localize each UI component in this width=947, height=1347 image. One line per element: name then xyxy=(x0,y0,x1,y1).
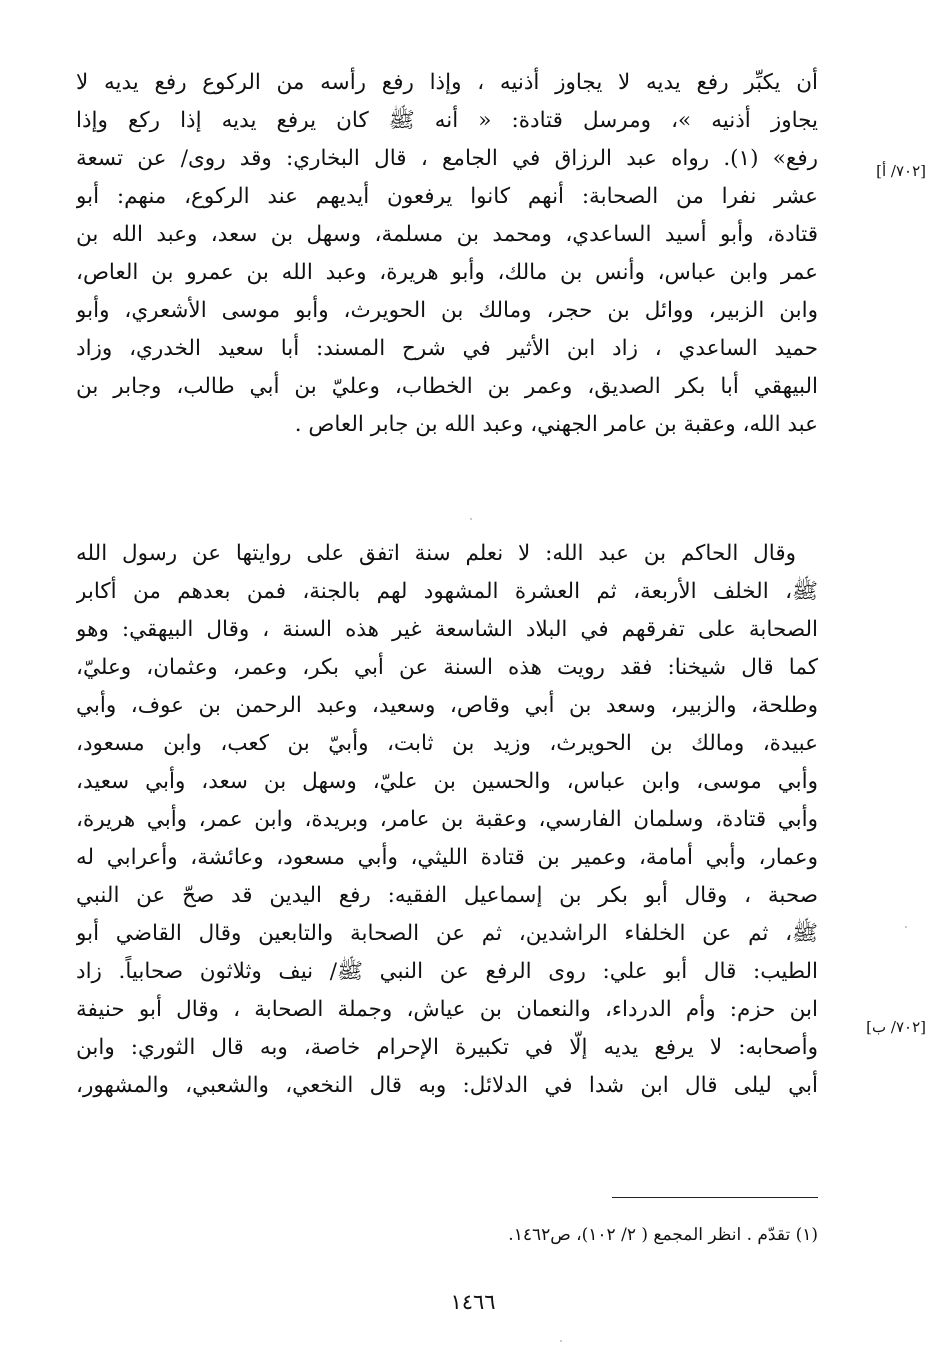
text-line: حميد الساعدي ، زاد ابن الأثير في شرح المسند: أبا سعيد الخدري، وزاد xyxy=(76,336,818,361)
text-line: أن يكبِّر رفع يديه لا يجاوز أذنيه ، وإذا رفع رأسه من الركوع رفع يديه لا xyxy=(76,70,818,95)
margin-folio-ref: [٧٠٢/ أ] xyxy=(876,162,926,180)
text-line: قتادة، وأبو أسيد الساعدي، ومحمد بن مسلمة، وسهل بن سعد، وعبد الله بن xyxy=(76,222,818,247)
text-line: عمر وابن عباس، وأنس بن مالك، وأبو هريرة، وعبد الله بن عمرو بن العاص، xyxy=(76,260,818,285)
text-line: أبي ليلى قال ابن شدا في الدلائل: وبه قال النخعي، والشعبي، والمشهور، xyxy=(76,1073,818,1098)
margin-folio-ref: [٧٠٢/ ب] xyxy=(866,1018,926,1036)
text-line: يجاوز أذنيه »، ومرسل قتادة: « أنه ﷺ كان يرفع يديه إذا ركع وإذا xyxy=(76,108,818,133)
text-line: وأبي موسى، وابن عباس، والحسين بن عليّ، وسهل بن سعد، وأبي سعيد، xyxy=(76,769,818,794)
text-line: البيهقي أبا بكر الصديق، وعمر بن الخطاب، وعليّ بن أبي طالب، وجابر بن xyxy=(76,374,818,399)
text-line: ﷺ، ثم عن الخلفاء الراشدين، ثم عن الصحابة والتابعين وقال القاضي أبو xyxy=(76,921,818,946)
text-line: وطلحة، والزبير، وسعد بن أبي وقاص، وسعيد، وعبد الرحمن بن عوف، وأبي xyxy=(76,693,818,718)
footnote: (١) تقدّم . انظر المجمع ( ٢/ ١٠٢)، ص١٤٦٢. xyxy=(508,1225,818,1245)
text-line: وعمار، وأبي أمامة، وعمير بن قتادة الليثي، وأبي مسعود، وعائشة، وأعرابي له xyxy=(76,845,818,870)
text-line: وأبي قتادة، وسلمان الفارسي، وعقبة بن عامر، وبريدة، وابن عمر، وأبي هريرة، xyxy=(76,807,818,832)
text-line: عشر نفرا من الصحابة: أنهم كانوا يرفعون أيديهم عند الركوع، منهم: أبو xyxy=(76,184,818,209)
paragraph-1 xyxy=(76,64,818,444)
text-line: وقال الحاكم بن عبد الله: لا نعلم سنة اتفق على روايتها عن رسول الله xyxy=(76,541,796,566)
text-line: عبيدة، ومالك بن الحويرث، وزيد بن ثابت، وأبيّ بن كعب، وابن مسعود، xyxy=(76,731,818,756)
text-line: الطيب: قال أبو علي: روى الرفع عن النبي ﷺ/ نيف وثلاثون صحابياً. زاد xyxy=(76,959,818,984)
page-number: ١٤٦٦ xyxy=(450,1290,496,1314)
footnote-divider xyxy=(612,1197,818,1198)
text-line: ابن حزم: وأم الدرداء، والنعمان بن عياش، وجملة الصحابة ، وقال أبو حنيفة xyxy=(76,997,818,1022)
text-line: وأصحابه: لا يرفع يديه إلّا في تكبيرة الإحرام خاصة، وبه قال الثوري: وابن xyxy=(76,1035,818,1060)
scan-speck xyxy=(560,1340,562,1342)
text-line: عبد الله، وعقبة بن عامر الجهني، وعبد الله بن جابر العاص . xyxy=(294,412,818,437)
text-line: الصحابة على تفرقهم في البلاد الشاسعة غير هذه السنة ، وقال البيهقي: وهو xyxy=(76,617,818,642)
text-line: صحبة ، وقال أبو بكر بن إسماعيل الفقيه: رفع اليدين قد صحّ عن النبي xyxy=(76,883,818,908)
text-line: كما قال شيخنا: فقد رويت هذه السنة عن أبي بكر، وعمر، وعثمان، وعليّ، xyxy=(76,655,818,680)
scan-speck xyxy=(905,926,907,928)
text-line: وابن الزبير، ووائل بن حجر، ومالك بن الحويرث، وأبو موسى الأشعري، وأبو xyxy=(76,298,818,323)
scan-speck xyxy=(470,518,472,520)
text-line: رفع» (١). رواه عبد الرزاق في الجامع ، قال البخاري: وقد روى/ عن تسعة xyxy=(76,146,818,171)
paragraph-2 xyxy=(76,535,818,1105)
text-line: ﷺ، الخلف الأربعة، ثم العشرة المشهود لهم بالجنة، فمن بعدهم من أكابر xyxy=(76,579,818,604)
